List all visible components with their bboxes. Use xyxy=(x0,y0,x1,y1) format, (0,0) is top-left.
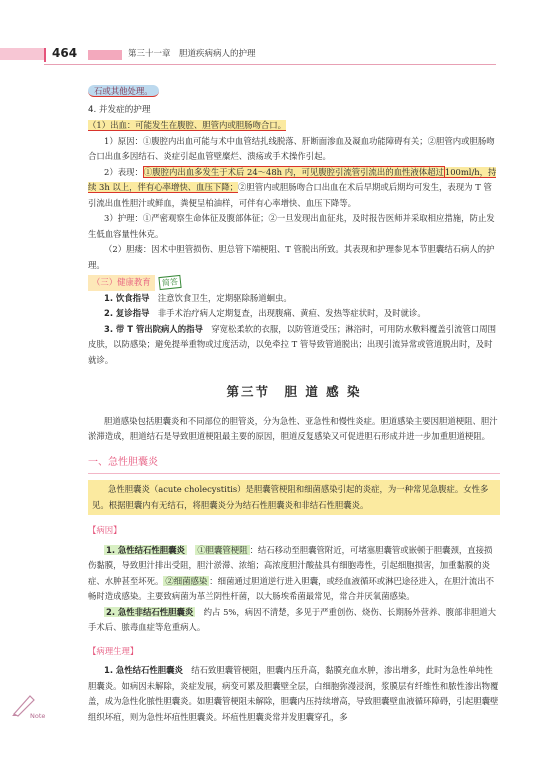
noncalculous-etiology: 2. 急性非结石性胆囊炎 约占 5%，病因不清楚，多见于严重创伤、烧伤、长期肠外营养、腹部非胆道大手术后、脓毒血症等危重病人。 xyxy=(88,606,497,632)
header-rule xyxy=(44,64,496,65)
pathophysiology-text: 1. 急性结石性胆囊炎 结石致胆囊管梗阻，胆囊内压升高，黏膜充血水肿，渗出增多，此时为急性单纯性胆囊炎。如病因未解除，炎症发展，病变可累及胆囊壁全层，白细胞弥漫浸润，浆膜层有纤维性和脓性渗出物覆盖，成为急性化脓性胆囊炎。如胆囊管梗阻未解除，胆囊内压持续增高，导致胆囊壁血液循环障碍，引起胆囊壁组织坏疽，则为急性坏疽性胆囊炎。坏疽性胆囊炎常并发胆囊穿孔，多 xyxy=(88,665,499,722)
etiology-heading: 【病因】 xyxy=(88,525,122,535)
page-number: 464 xyxy=(52,46,78,60)
acute-heading: 一、急性胆囊炎 xyxy=(88,456,158,468)
pathophysiology-heading: 【病理生理】 xyxy=(88,645,139,656)
signs-highlight-1: ①腹腔内出血多发生于术后 24～48h 内，可见腹腔引流管引流出的血性液体超过 xyxy=(143,166,444,177)
header-tick xyxy=(44,48,46,62)
bleeding-signs xyxy=(88,165,500,212)
top-tag-line xyxy=(88,84,500,100)
section-intro: 胆道感染包括胆囊炎和不同部位的胆管炎，分为急性、亚急性和慢性炎症。胆道感染主要因胆道梗阻、胆汁淤滞造成，胆道结石是导致胆道梗阻最主要的原因，胆道反复感染又可促进胆石形成并进一步加重胆道梗阻。 xyxy=(88,415,498,441)
section-title: 第三节 胆 道 感 染 xyxy=(226,384,362,399)
top-tag: 石或其他处理。 xyxy=(88,85,159,97)
note-label: Note xyxy=(30,712,46,720)
page-body xyxy=(88,84,500,725)
short-answer-stamp: 简答 xyxy=(158,275,181,290)
bleeding-care: 3）护理：①严密观察生命体征及腹部体征；②一旦发现出血征兆，及时报告医师并采取相应措施，防止发生低血容量性休克。 xyxy=(88,213,495,239)
bile-leak: （2）胆瘘：因术中胆管损伤、胆总管下端梗阻、T 管脱出所致。其表现和护理参见本节胆囊结石病人的护理。 xyxy=(88,244,495,270)
health-edu-heading-row xyxy=(88,275,500,291)
acute-definition: 急性胆囊炎（acute cholecystitis）是胆囊管梗阻和细菌感染引起的炎症，为一种常见急腹症。女性多见。根据胆囊内有无结石，将胆囊炎分为结石性胆囊炎和非结石性胆囊炎。 xyxy=(88,480,500,515)
signs-label: 2）表现： xyxy=(104,166,143,177)
acute-heading-block xyxy=(88,455,500,475)
header-color-block xyxy=(88,50,122,60)
bleeding-cause: 1）原因：①腹腔内出血可能与术中血管结扎线脱落、肝断面渗血及凝血功能障碍有关；②胆管内或胆肠吻合口出血多因结石、炎症引起血管壁糜烂、溃疡或手术操作引起。 xyxy=(88,135,495,161)
edu-item-2: 2. 复诊指导 非手术治疗病人定期复查，出现腹痛、黄疸、发热等症状时，及时就诊。 xyxy=(104,308,426,318)
signs-rest: ②胆管内或胆肠吻合口出血在术后早期或后期均可发生，表现为 T 管引流出血性胆汁或鲜血，粪便呈柏油样，可伴有心率增快、血压下降等。 xyxy=(88,182,492,208)
acute-heading-rule xyxy=(88,473,500,474)
edu-item-3: 3. 带 T 管出院病人的指导 穿宽松柔软的衣服，以防管道受压；淋浴时，可用防水敷料覆盖引流管口周围皮肤，以防感染；避免提举重物或过度活动，以免牵拉 T 管导致管道脱出；出现引流异常或管道脱出时，及时就诊。 xyxy=(88,323,496,365)
bleeding-subheading xyxy=(88,118,500,134)
edu-item-1: 1. 饮食指导 注意饮食卫生，定期驱除肠道蛔虫。 xyxy=(104,292,292,303)
signs-highlight-2: 100ml/h，持续 3h 以上，伴有心率增快、血压下降； xyxy=(88,166,497,192)
health-edu-heading: （三）健康教育 xyxy=(88,275,155,291)
complication-heading: 4. 并发症的护理 xyxy=(88,104,151,115)
calculous-etiology: 1. 急性结石性胆囊炎 ①胆囊管梗阻 ：结石移动至胆囊管附近，可堵塞胆囊管或嵌顿于胆囊颈，直接损伤黏膜，导致胆汁排出受阻，胆汁淤滞、浓缩；高浓度胆汁酸盐具有细胞毒性，引起细胞损害，加重黏膜的炎症、水肿甚至坏死。 ②细菌感染 ：细菌通过胆道逆行进入胆囊，或经血液循环或淋巴途径进入，在胆汁流出不畅时造成感染。主要致病菌为革兰阴性杆菌，以大肠埃希菌最常见，常合并厌氧菌感染。 xyxy=(88,544,494,601)
page-header xyxy=(0,0,540,60)
bleeding-title: （1）出血：可能发生在腹腔、胆管内或胆肠吻合口。 xyxy=(88,120,286,130)
header-bar-left xyxy=(0,48,44,60)
chapter-title: 第三十一章 胆道疾病病人的护理 xyxy=(128,49,256,59)
